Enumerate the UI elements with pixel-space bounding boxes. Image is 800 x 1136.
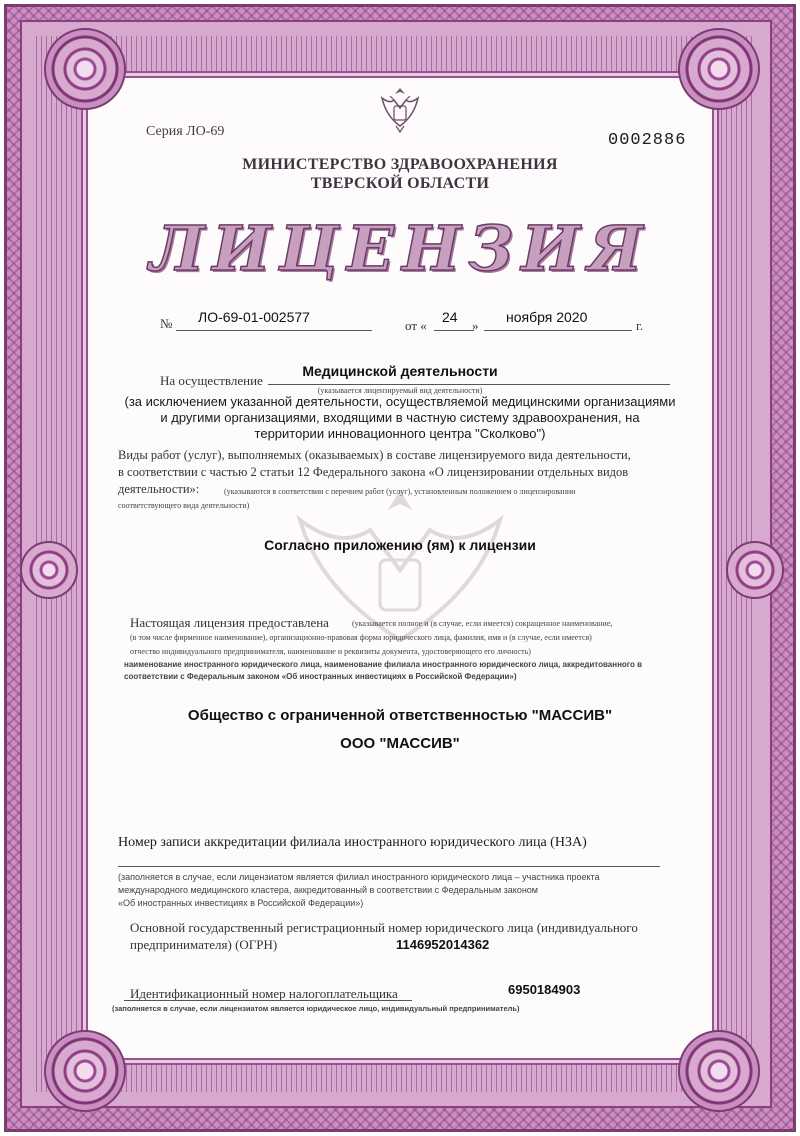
activity-note: (указывается лицензируемый вид деятельности) — [317, 386, 483, 395]
granted-note-line4: наименование иностранного юридического лица, наименование филиала иностранного юридического лица, аккредитованного в — [124, 660, 643, 669]
coat-of-arms-icon — [372, 82, 428, 138]
document-title: ЛИЦЕНЗИЯ — [149, 212, 651, 285]
works-line3: деятельности»: — [118, 482, 200, 496]
nza-note-line1: (заполняется в случае, если лицензиатом является филиал иностранного юридического лица – участника проекта — [118, 872, 600, 882]
ogrn-label-line2: предпринимателя) (ОГРН) — [130, 937, 278, 952]
year-suffix: г. — [636, 318, 644, 333]
number-sign: № — [160, 316, 173, 331]
activity-exclusion-line3: территории инновационного центра "Сколково") — [254, 426, 546, 441]
activity-exclusion-line2: и другими организациями, входящими в частную систему здравоохранения, на — [160, 410, 640, 425]
day-underline — [434, 330, 474, 331]
license-number: ЛО-69-01-002577 — [198, 309, 310, 325]
granted-note-line2: (в том числе фирменное наименование), организационно-правовая форма юридического лица, фамилия, имя и (в случае, если имеется) — [130, 633, 592, 642]
license-month-year: ноября 2020 — [506, 309, 588, 325]
activity-label: На осуществление — [160, 373, 263, 388]
license-day: 24 — [442, 309, 458, 325]
serial-number: 0002886 — [608, 131, 687, 150]
activity-value: Медицинской деятельности — [302, 363, 498, 379]
inn-note: (заполняется в случае, если лицензиатом является юридическое лицо, индивидуальный предприниматель) — [112, 1004, 520, 1013]
ministry-name-line1: МИНИСТЕРСТВО ЗДРАВООХРАНЕНИЯ — [242, 156, 558, 173]
granted-note-line1: (указывается полное и (в случае, если имеется) сокращенное наименование, — [352, 619, 613, 628]
eagle-watermark-icon — [290, 470, 510, 660]
inn-value: 6950184903 — [508, 982, 581, 997]
works-line2: в соответствии с частью 2 статьи 12 Федерального закона «О лицензировании отдельных видов — [118, 465, 629, 479]
licensee-full-name: Общество с ограниченной ответственностью "МАССИВ" — [187, 707, 613, 724]
month-underline — [484, 330, 632, 331]
corner-rosette-icon — [678, 1030, 760, 1112]
ogrn-label-line1: Основной государственный регистрационный номер юридического лица (индивидуального — [130, 920, 638, 935]
number-underline — [176, 330, 372, 331]
corner-rosette-icon — [44, 1030, 126, 1112]
granted-label: Настоящая лицензия предоставлена — [130, 615, 329, 630]
inn-label: Идентификационный номер налогоплательщика — [130, 986, 398, 1001]
date-mid: » — [472, 318, 479, 333]
ministry-name-line2: ТВЕРСКОЙ ОБЛАСТИ — [310, 175, 490, 192]
nza-note-line3: «Об иностранных инвестициях в Российской Федерации») — [118, 898, 364, 908]
corner-rosette-icon — [44, 28, 126, 110]
licensee-short-name: ООО "МАССИВ" — [340, 735, 460, 752]
granted-note-line5: соответствии с Федеральным законом «Об иностранных инвестициях в Российской Федерации») — [124, 672, 517, 681]
ogrn-value: 1146952014362 — [396, 937, 490, 952]
date-prefix: от « — [405, 318, 427, 333]
works-note-line2: соответствующего вида деятельности) — [118, 501, 250, 510]
nza-note-line2: международного медицинского кластера, аккредитованный в соответствии с Федеральным законом — [118, 885, 538, 895]
granted-note-line3: отчество индивидуального предпринимателя, наименование и реквизиты документа, удостоверяющего его личность) — [130, 647, 531, 656]
corner-rosette-icon — [678, 28, 760, 110]
activity-exclusion-line1: (за исключением указанной деятельности, осуществляемой медицинскими организациями — [124, 394, 676, 409]
nza-underline — [118, 866, 660, 867]
series-label: Серия ЛО-69 — [146, 124, 225, 139]
works-line1: Виды работ (услуг), выполняемых (оказываемых) в составе лицензируемого вида деятельности, — [118, 448, 631, 462]
inn-underline — [124, 1000, 412, 1001]
nza-label: Номер записи аккредитации филиала иностранного юридического лица (НЗА) — [118, 835, 587, 850]
works-value: Согласно приложению (ям) к лицензии — [264, 537, 536, 553]
works-note-line1: (указываются в соответствии с перечнем работ (услуг), установленным положением о лицензировании — [224, 487, 576, 496]
activity-underline — [268, 384, 670, 385]
